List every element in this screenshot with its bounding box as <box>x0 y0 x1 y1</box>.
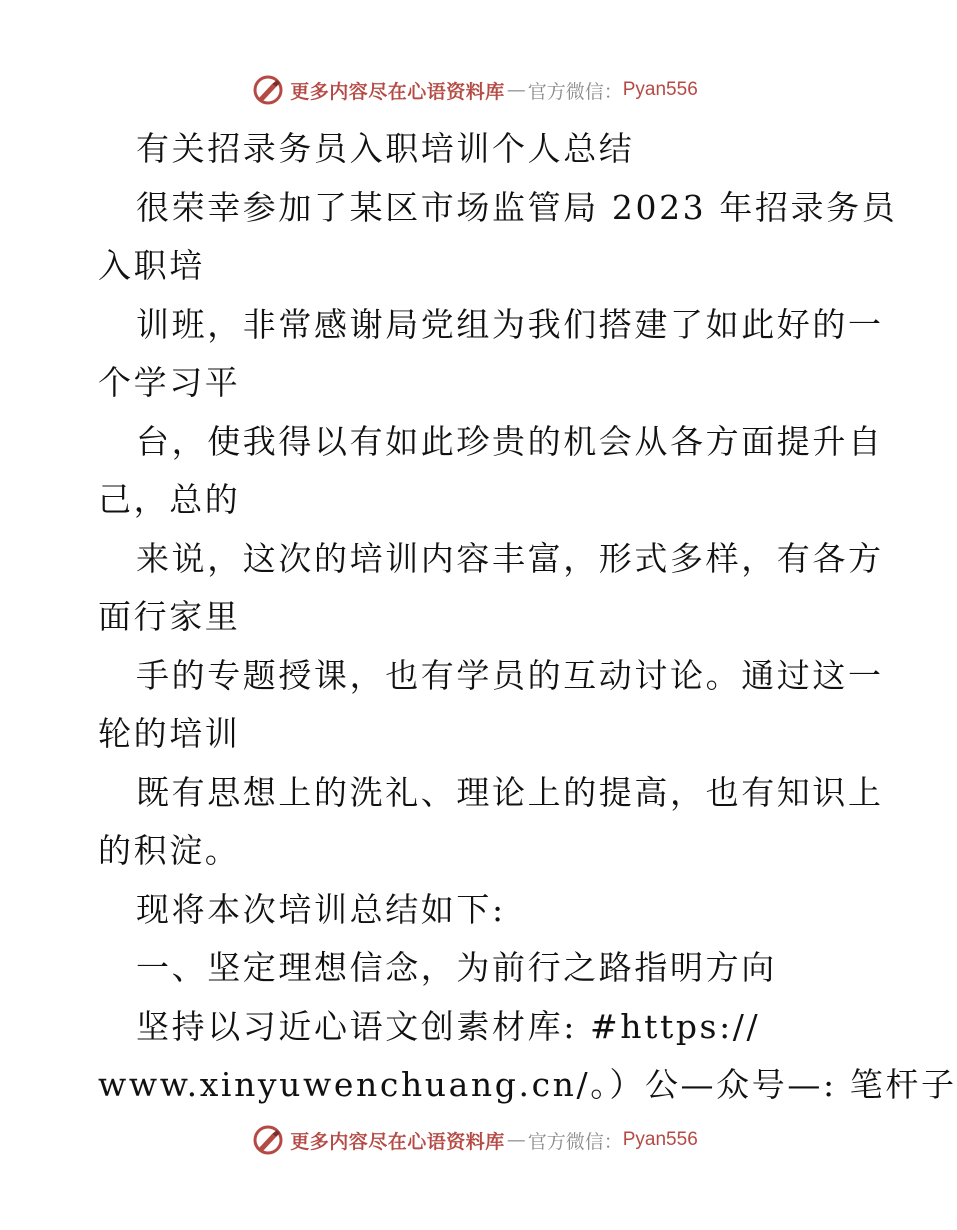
document-body <box>98 120 957 1115</box>
pen-logo-icon <box>252 74 284 106</box>
wechat-id: Pyan556 <box>622 1129 698 1150</box>
watermark-separator: — <box>506 1129 526 1151</box>
watermark-footer <box>0 1120 950 1160</box>
pen-logo-icon <box>252 1124 284 1156</box>
paragraph-line: 很荣幸参加了某区市场监管局 2023 年招录务员 <box>136 187 898 227</box>
watermark-separator: — <box>506 79 526 101</box>
watermark-header <box>0 70 950 110</box>
paragraph-line: 手的专题授课，也有学员的互动讨论。通过这一 <box>136 655 884 695</box>
paragraph-line: 的积淀。 <box>98 831 241 870</box>
section-heading: 一、坚定理想信念，为前行之路指明方向 <box>136 948 777 987</box>
paragraph-line: 坚持以习近心语文创素材库: #https:// <box>136 1006 761 1046</box>
wechat-label: 官方微信： <box>527 80 623 103</box>
paragraph-line: 现将本次培训总结如下: <box>136 889 506 929</box>
document-title: 有关招录务员入职培训个人总结 <box>136 129 635 168</box>
paragraph-line: 台，使我得以有如此珍贵的机会从各方面提升自 <box>136 421 884 461</box>
paragraph-line: 轮的培训 <box>98 714 241 753</box>
paragraph-line: 己，总的 <box>98 480 241 519</box>
paragraph-line: www.xinyuwenchuang.cn/。）公—众号—: 笔杆子 <box>98 1065 957 1104</box>
watermark-text: 更多内容尽在心语资料库 <box>290 1130 505 1153</box>
watermark-text: 更多内容尽在心语资料库 <box>290 80 505 103</box>
wechat-id: Pyan556 <box>622 79 698 100</box>
paragraph-line: 既有思想上的洗礼、理论上的提高，也有知识上 <box>136 772 884 812</box>
paragraph-line: 个学习平 <box>98 363 241 402</box>
paragraph-line: 来说，这次的培训内容丰富，形式多样，有各方 <box>136 538 884 578</box>
paragraph-line: 训班，非常感谢局党组为我们搭建了如此好的一 <box>136 304 884 344</box>
paragraph-line: 入职培 <box>98 246 205 285</box>
paragraph-line: 面行家里 <box>98 597 241 636</box>
wechat-label: 官方微信： <box>527 1130 623 1153</box>
